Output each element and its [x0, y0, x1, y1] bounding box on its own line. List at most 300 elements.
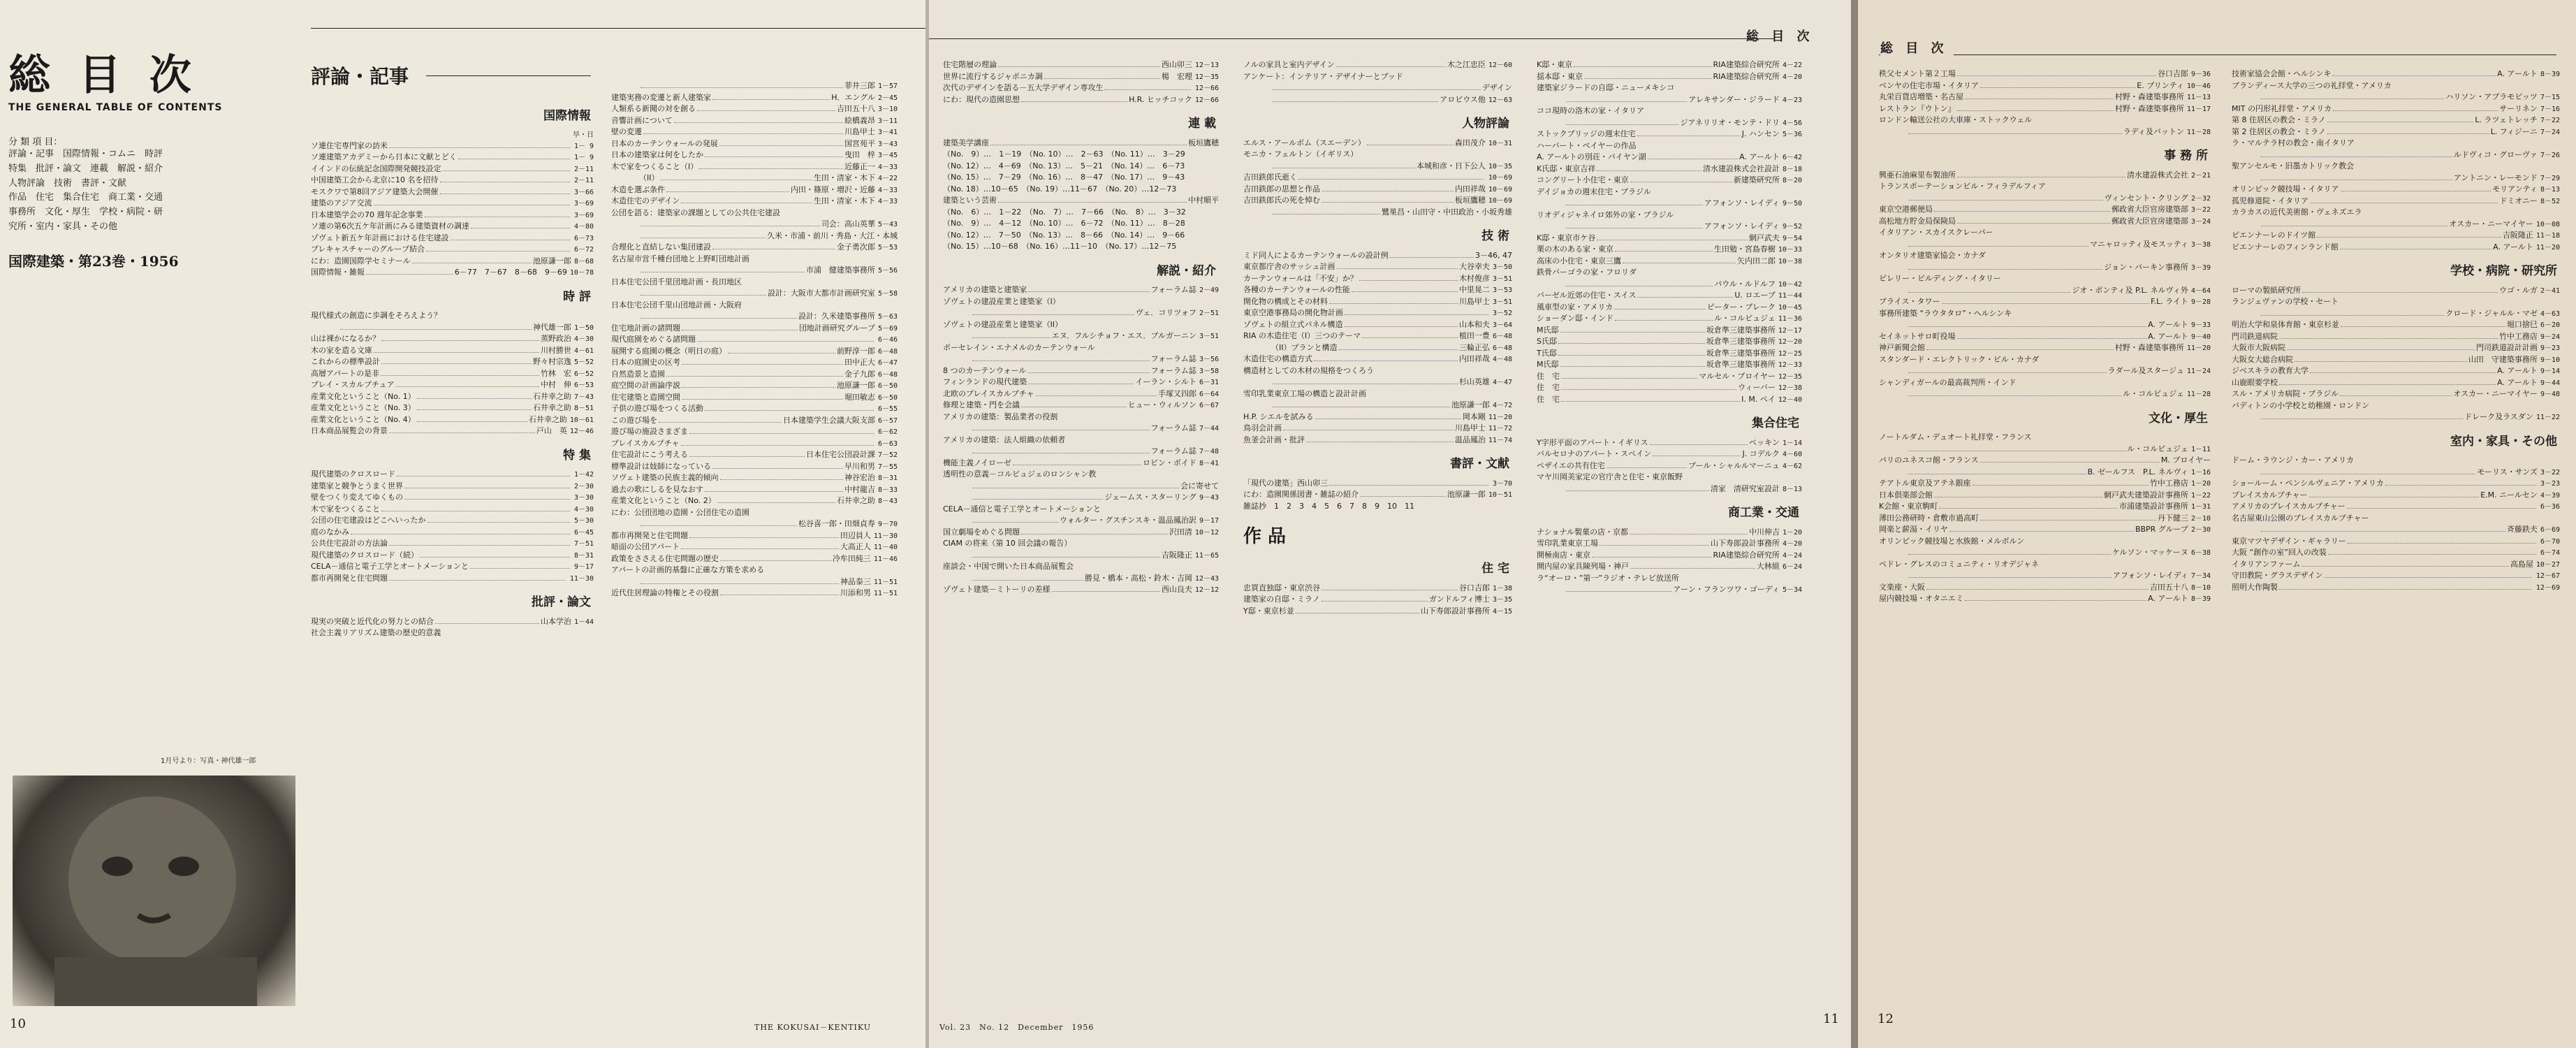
entry-title: Y字形平面のアパート・イギリス	[1537, 437, 1648, 447]
toc-entry	[1879, 432, 2211, 444]
toc-entry	[1879, 239, 2211, 251]
dot-leader	[1607, 467, 1687, 468]
dot-leader	[1339, 349, 1458, 350]
entry-author: 市浦建築設計事務所	[2118, 502, 2188, 511]
section-shohyo-heading: 書評・文献	[1450, 457, 1509, 471]
entry-title: CELA－通信と電子工学とオートメーションと	[943, 504, 1101, 514]
entry-author: A. アールト	[2148, 320, 2188, 329]
entry-author: オスカー・ニーマイヤー	[2449, 219, 2533, 228]
categories-list	[8, 147, 288, 235]
toc-entry	[311, 527, 594, 539]
entry-author: マニャロッティ及モスッティ	[2090, 239, 2188, 249]
entry-title: ポーセレイン・エナメルのカーテンウォール	[943, 342, 1095, 352]
dot-leader	[1908, 395, 2121, 396]
toc-entry	[611, 311, 898, 323]
entry-page: 9－43	[1199, 494, 1219, 502]
entry-title: ココ現時の洛木の家・イタリア	[1537, 106, 1644, 115]
entry-title: 技術家協会会館・ヘルシンキ	[2232, 69, 2332, 78]
photo-caption: 1月号より：写真・神代雄一郎	[161, 757, 256, 765]
entry-page: 11－18	[2535, 232, 2560, 240]
entry-page: 3－51	[1492, 275, 1512, 283]
entry-author: 温品鳳治	[1454, 435, 1486, 444]
page-10	[0, 0, 925, 1048]
entry-title: 現代様式の創造に歩調をそろえよう？	[311, 311, 441, 320]
toc-entry	[311, 481, 594, 493]
entry-page: 4－22	[1782, 61, 1802, 69]
entry-page: 10－45	[1778, 303, 1802, 312]
entry-page: 4－33	[877, 186, 898, 194]
toc-entry	[2232, 354, 2560, 366]
entry-title: 日本倶楽部会館	[1879, 490, 1933, 500]
entry-author: 吉阪隆正	[2502, 231, 2533, 240]
entry-title: 中国建築工会から北京に10 名を招待	[311, 175, 439, 184]
toc-entry	[943, 377, 1219, 388]
dot-leader	[998, 66, 1160, 67]
entry-title: ゾヴェト新五ケ年計画における住宅建設	[311, 233, 449, 242]
toc-entry	[1879, 319, 2211, 331]
entry-author: 網戸武夫建築設計事務所	[2103, 490, 2188, 500]
entry-title: パリのユネスコ館・フランス	[1879, 456, 1979, 465]
toc-entry	[1243, 94, 1512, 106]
entry-page: 3－23	[2540, 480, 2560, 488]
entry-page: 11－28	[2186, 128, 2211, 136]
entry-page: 3－11	[877, 117, 898, 125]
dot-leader	[2261, 531, 2505, 532]
entry-title: 揺本邸・東京	[1537, 71, 1583, 81]
dot-leader	[972, 522, 1058, 523]
toc-entry	[2232, 161, 2560, 173]
dot-leader	[470, 568, 570, 569]
toc-entry	[611, 115, 898, 127]
entry-page: 4－62	[1782, 462, 1802, 470]
toc-entry	[2232, 207, 2560, 219]
entry-title: プレイスカルプチャー	[2232, 490, 2308, 500]
toc-entry	[2232, 490, 2560, 502]
entry-page: 8－52	[2540, 197, 2560, 205]
toc-entry	[1537, 325, 1802, 337]
toc-entry	[2232, 92, 2560, 103]
toc-entry	[2232, 536, 2560, 548]
entry-title: オンタリオ建築家協会・カナダ	[1879, 251, 1986, 260]
toc-entry	[2232, 342, 2560, 354]
entry-title: 事務所建築 “ラウタタロ”・ヘルシンキ	[1879, 308, 2012, 318]
entry-page: 7－29	[2540, 174, 2560, 182]
toc-entry	[1537, 221, 1802, 233]
toc-entry	[611, 484, 898, 496]
sculpture-photo	[13, 776, 295, 1006]
entry-page: 11－22	[2535, 414, 2560, 421]
entry-page: 3－45	[877, 152, 898, 159]
entry-author: 中里晃二	[1458, 285, 1490, 294]
entry-title: 第 8 住居区の教会・ミラノ	[2232, 115, 2326, 124]
entry-page: 12－63	[1488, 96, 1512, 104]
entry-author: アフォンソ・レイディ	[2112, 571, 2188, 580]
shugo-list	[1537, 437, 1802, 495]
entry-title: 開内屋の家具陳列場・神戸	[1537, 562, 1629, 571]
entry-author: 勝見・橋本・高松・鈴木・吉岡	[1084, 573, 1192, 583]
toc-entry	[2232, 467, 2560, 479]
dot-leader	[1908, 577, 2112, 578]
entry-author: 森田茂介	[1454, 138, 1486, 147]
entry-author: 池原謙一郎	[1447, 490, 1486, 499]
dot-leader	[1957, 110, 2114, 111]
entry-page: 12－46	[569, 428, 594, 435]
entry-page: 6－63	[877, 439, 898, 448]
entry-author: アントニン・レーモンド	[2453, 173, 2538, 182]
entry-page: 7－15	[2540, 94, 2560, 101]
entry-author: 田辺員人	[840, 530, 871, 540]
dot-leader	[689, 433, 874, 434]
entry-title: ノルの家具と室内デザイン	[1243, 60, 1335, 69]
toc-entry	[611, 461, 898, 473]
toc-entry	[1879, 126, 2211, 138]
toc-entry	[1537, 163, 1802, 175]
entry-author: 田中正大	[844, 358, 875, 367]
entry-page: 9－24	[2540, 333, 2560, 341]
entry-title: ショーダン邸・インド	[1537, 314, 1613, 323]
entry-title: デイジョカの週末住宅・ブラジル	[1537, 187, 1651, 196]
toc-entry	[611, 553, 898, 565]
entry-page: 6－38	[2190, 549, 2211, 557]
entry-author: U. ロエーブ	[1734, 291, 1776, 300]
entry-author: 谷口吉郎	[2157, 69, 2188, 78]
dot-leader	[689, 456, 805, 457]
toc-entry	[1879, 193, 2211, 205]
entry-title: 透明性の意義－コルビュジェのロンシャン教	[943, 470, 1097, 479]
dot-leader	[366, 274, 453, 275]
toc-entry	[1243, 606, 1512, 618]
entry-title: 高床の小住宅・東京三鷹	[1537, 256, 1621, 265]
entry-title: 大阪女大総合病院	[2232, 354, 2293, 364]
entry-page: 1－42	[573, 471, 594, 479]
entry-author: 坂倉準三建築事務所	[1706, 360, 1776, 369]
dot-leader	[998, 202, 1187, 203]
entry-page: 7－52	[877, 451, 898, 459]
entry-page: 11－74	[1488, 436, 1512, 444]
toc-entry	[943, 365, 1219, 377]
entry-page: 1－20	[1782, 528, 1802, 537]
section-toku-heading: 特 集	[563, 448, 591, 463]
entry-title: 日本の建築家は何をしたか	[611, 150, 703, 159]
entry-title: 自然造景と造園	[611, 369, 665, 379]
entry-title: 第 2 住居区の教会・ミラノ	[2232, 126, 2326, 136]
dot-leader	[1908, 246, 2088, 247]
entry-title: 秩父セメント第２工場	[1879, 69, 1956, 78]
entry-title: A. アールトの別荘・パイヤン湖	[1537, 152, 1646, 161]
toc-entry	[2232, 196, 2560, 208]
toc-entry	[2232, 296, 2560, 308]
entry-author: 内田・篠原・増沢・近藤	[790, 184, 875, 194]
toc-entry	[611, 415, 898, 427]
entry-author: ケルソン・マッケーヌ	[2112, 548, 2188, 557]
dot-leader	[972, 337, 1051, 338]
dot-leader	[1390, 257, 1474, 258]
entry-title: M氏邸	[1537, 360, 1559, 369]
entry-page: 3－58	[1199, 367, 1219, 375]
entry-author: モーリス・サンズ	[2477, 467, 2538, 476]
entry-author: 松谷喜一郎・田畑貞寿	[798, 519, 875, 528]
dot-leader	[2302, 292, 2498, 293]
dot-leader	[2340, 395, 2452, 396]
toc-entry	[1537, 140, 1802, 152]
toc-entry	[611, 380, 898, 392]
entry-title: 現代建築のクロスロード	[311, 470, 395, 479]
entry-author: 丹下健三	[2157, 513, 2188, 523]
toc-entry	[1879, 455, 2211, 467]
entry-author: クロード・ジャルル・マゼ	[2445, 308, 2538, 318]
entry-page: 11－20	[1488, 413, 1512, 421]
entry-page: 8－51	[573, 405, 594, 412]
entry-page: 5－34	[1782, 586, 1802, 594]
toc-entry	[943, 515, 1219, 527]
toc-entry	[1879, 365, 2211, 377]
category-line: 評論・記事 国際情報・コムニ 時評	[8, 149, 163, 159]
dot-leader	[1637, 297, 1733, 298]
entry-page: 6－48	[1492, 333, 1512, 340]
entry-page: 1－50	[573, 323, 594, 332]
toc-entry	[1879, 296, 2211, 308]
entry-author: フォーラム誌	[1150, 365, 1196, 375]
entry-author: 司会：高山英華	[821, 219, 875, 228]
entry-page: 9－54	[1782, 234, 1802, 242]
toc-entry	[2232, 173, 2560, 184]
entry-page: 6－70	[2540, 537, 2560, 546]
entry-page: 11－51	[873, 590, 898, 597]
toc-entry	[2232, 570, 2560, 582]
toc-entry	[611, 438, 898, 450]
entry-author: ヒュー・ウィルソン	[1127, 400, 1196, 409]
entry-author: 川添和男	[840, 588, 871, 597]
essays-heading: 評論・記事	[311, 65, 409, 88]
entry-author: 国宮苑平	[844, 138, 875, 148]
column-4	[1243, 59, 1512, 1010]
entry-author: 会に寄せて	[1180, 481, 1219, 490]
dot-leader	[1615, 251, 1713, 252]
bunka-list	[1879, 432, 2211, 605]
entry-page: 2－10	[2190, 514, 2211, 523]
entry-page: 5－58	[877, 290, 898, 298]
entry-title: 忠買直独邸・東京渋谷	[1243, 583, 1320, 592]
dot-leader	[705, 491, 843, 492]
entry-title: ランジェヴァンの学校・セート	[2232, 297, 2339, 306]
section-shugo-heading: 集合住宅	[1752, 416, 1799, 430]
entry-author: H.R. ヒッチコック	[1129, 94, 1192, 104]
toc-entry	[1537, 302, 1802, 314]
toc-entry	[611, 518, 898, 530]
entry-title: にわ：現代の造園思想	[943, 94, 1020, 104]
entry-author: 6－77 7－67 8－68 9－69	[454, 268, 567, 277]
entry-author: パウル・ルドルフ	[1714, 279, 1776, 289]
dot-leader	[1028, 291, 1149, 292]
dot-leader	[1957, 338, 2147, 339]
entry-page: 12－40	[1778, 395, 1802, 404]
entry-title: 人類系る新聞の対を創る	[611, 104, 696, 113]
entry-title: 山鹿眼要学校	[2232, 377, 2278, 387]
entry-page: 6－36	[2540, 503, 2560, 511]
entry-title: 聖アンセルモ・旧墨カトリック教会	[2232, 161, 2355, 170]
toc-entry	[611, 208, 898, 219]
entry-page: 9－50	[1782, 200, 1802, 208]
entry-title: にわ：公団団地の造園・公団住宅の造園	[611, 507, 749, 517]
toc-entry	[1243, 377, 1512, 388]
entry-page: 11－40	[873, 544, 898, 551]
entry-title: 神戸新聞会館	[1879, 343, 1925, 352]
dot-leader	[720, 479, 843, 480]
entry-author: 曳田 梓	[844, 150, 875, 159]
entry-title: 世界に流行するジャポニカ調	[943, 71, 1043, 81]
toc-entry	[943, 218, 1219, 230]
entry-author: 神谷宏治	[844, 473, 875, 482]
stone-face-image	[13, 776, 295, 1006]
col3-list	[943, 59, 1219, 105]
dot-leader	[2332, 75, 2496, 76]
toc-entry	[1537, 198, 1802, 210]
entry-author: ハリソン・アブラモビッツ	[2445, 92, 2538, 101]
toc-entry	[2232, 184, 2560, 196]
entry-author: 山田 守建築事務所	[2468, 354, 2538, 364]
entry-author: ジオ・ポンティ及 P.L. ネルヴィ外	[2072, 285, 2188, 295]
entry-page: 3－51	[1492, 298, 1512, 306]
toc-entry	[1537, 129, 1802, 140]
toc-entry	[1537, 348, 1802, 360]
entry-author: M. ブロイヤー	[2160, 456, 2211, 465]
entry-page: 6－55	[877, 405, 898, 413]
entry-author: ルドヴィコ・グローヴァ	[2453, 150, 2538, 159]
toc-entry	[1537, 82, 1802, 94]
entry-title: ノートルダム・デュオート礼拝堂・フランス	[1879, 432, 2032, 442]
entry-title: 壁の変遷	[611, 127, 642, 136]
toc-entry	[311, 345, 594, 357]
entry-author: 金子勇次郎	[836, 242, 875, 252]
entry-author: ル・コルビュジェ	[2123, 389, 2184, 398]
dot-leader	[641, 525, 797, 526]
entry-title: Y邸・東京杉並	[1243, 606, 1294, 616]
toc-entry	[2232, 242, 2560, 254]
toc-entry	[1537, 550, 1802, 562]
entry-author: ヴェ．コリツォフ	[1135, 308, 1196, 317]
entry-title: 国立劇場をめぐる問題	[943, 527, 1020, 537]
entry-author: 池原謙一郎	[836, 381, 875, 390]
p12-top-rule	[1879, 54, 2556, 55]
entry-page: 8－18	[1782, 165, 1802, 173]
shoko-list	[1537, 527, 1802, 596]
entry-title: プレキャスチャーのグループ結合	[311, 245, 425, 254]
entry-title: 産業文化ということ（No. 1）	[311, 391, 416, 401]
toc-entry	[311, 550, 594, 562]
entry-title: プレイスカルプチャ	[611, 438, 680, 448]
entry-title: 日本住宅公団千里団地計画・長田地区	[611, 277, 742, 286]
entry-title: ナショナル製菓の店・京都	[1537, 527, 1629, 537]
entry-author: サーリネン	[2499, 103, 2538, 113]
entry-title: 雪印乳業東京工場の構造と設計計画	[1243, 388, 1366, 398]
toc-entry	[1243, 423, 1512, 435]
dot-leader	[1592, 557, 1712, 558]
entry-author: 池原謙一郎	[1451, 400, 1490, 409]
dot-leader	[389, 147, 570, 148]
toc-entry	[1879, 354, 2211, 366]
toc-entry	[311, 356, 594, 368]
toc-entry	[2232, 319, 2560, 331]
toc-entry	[611, 277, 898, 289]
toc-entry	[311, 221, 594, 233]
toc-entry	[943, 469, 1219, 481]
entry-page: 7－48	[1199, 448, 1219, 456]
entry-page: 12－35	[1194, 73, 1219, 81]
dot-leader	[1558, 355, 1705, 356]
toc-entry	[311, 515, 594, 527]
toc-entry	[2232, 513, 2560, 525]
dot-leader	[2348, 543, 2536, 544]
top-rule	[311, 28, 925, 29]
dot-leader	[1614, 309, 1706, 310]
toc-entry	[311, 492, 594, 504]
entry-author: ジョン・パーキン事務所	[2104, 262, 2188, 272]
toc-entry	[1537, 449, 1802, 460]
toc-entry	[943, 538, 1219, 550]
entry-page: 4－64	[2190, 286, 2211, 295]
toc-entry	[1879, 524, 2211, 536]
toc-entry	[311, 187, 594, 198]
dot-leader	[1298, 179, 1484, 180]
dot-leader	[1926, 589, 2149, 590]
toc-entry	[943, 573, 1219, 585]
entry-title: オリンピック競技場と水族館・メルボルン	[1879, 536, 2025, 546]
entry-page: 7－24	[2540, 128, 2560, 136]
toc-entry	[2232, 365, 2560, 377]
dot-leader	[2385, 485, 2536, 486]
dot-leader	[1630, 568, 1755, 569]
entry-title: 暗面の公団アパート	[611, 542, 680, 551]
entry-title: ソ連住宅専門家の訪米	[311, 140, 388, 150]
entry-page: 6－46	[877, 336, 898, 344]
toc-entry	[1879, 388, 2211, 400]
entry-title: 高層アパートの是非	[311, 368, 380, 378]
dot-leader	[1322, 601, 1428, 602]
toc-entry	[943, 138, 1219, 150]
col5-more-list	[1537, 105, 1802, 405]
entry-title: ラ・マルテラ村の教会・南イタリア	[2232, 138, 2355, 147]
entry-author: 郵政省大臣官房建築部	[2111, 216, 2188, 226]
dot-leader	[1926, 349, 2114, 350]
entry-page: 11－36	[1778, 315, 1802, 323]
dot-leader	[389, 432, 535, 433]
dot-leader	[643, 133, 843, 134]
entry-title: （No. 15）…10－68 （No. 16）…11－10 （No. 17）…12－75	[943, 242, 1177, 251]
entry-page: 8－31	[573, 551, 594, 560]
dot-leader	[2287, 349, 2475, 350]
entry-author: 村野・森建築事務所	[2114, 92, 2184, 101]
entry-title: ソ連の第6次五ケ年計画にみる建築資材の調達	[311, 221, 469, 231]
dot-leader	[972, 580, 1083, 581]
toc-entry	[611, 426, 898, 438]
dot-leader	[1934, 211, 2110, 212]
dot-leader	[417, 398, 532, 399]
entry-title: RIA の木造住宅（I）三つのテーマ	[1243, 331, 1361, 340]
dot-leader	[417, 409, 532, 410]
entry-author: 大林組	[1756, 562, 1780, 571]
entry-title: カラカスの近代美術館・ヴェネズエラ	[2232, 208, 2362, 217]
entry-author: 戸山 英	[536, 426, 567, 435]
toc-entry	[1879, 513, 2211, 525]
toc-entry	[1879, 467, 2211, 479]
entry-page: 2－30	[573, 482, 594, 490]
toc-entry	[2232, 230, 2560, 242]
entry-title: ベンヤの住宅市場・イタリア	[1879, 80, 1979, 90]
essays-rule	[426, 75, 591, 76]
entry-author: A. アールト	[2148, 331, 2188, 341]
toc-entry	[943, 458, 1219, 470]
entry-author: 金子九郎	[844, 369, 875, 379]
